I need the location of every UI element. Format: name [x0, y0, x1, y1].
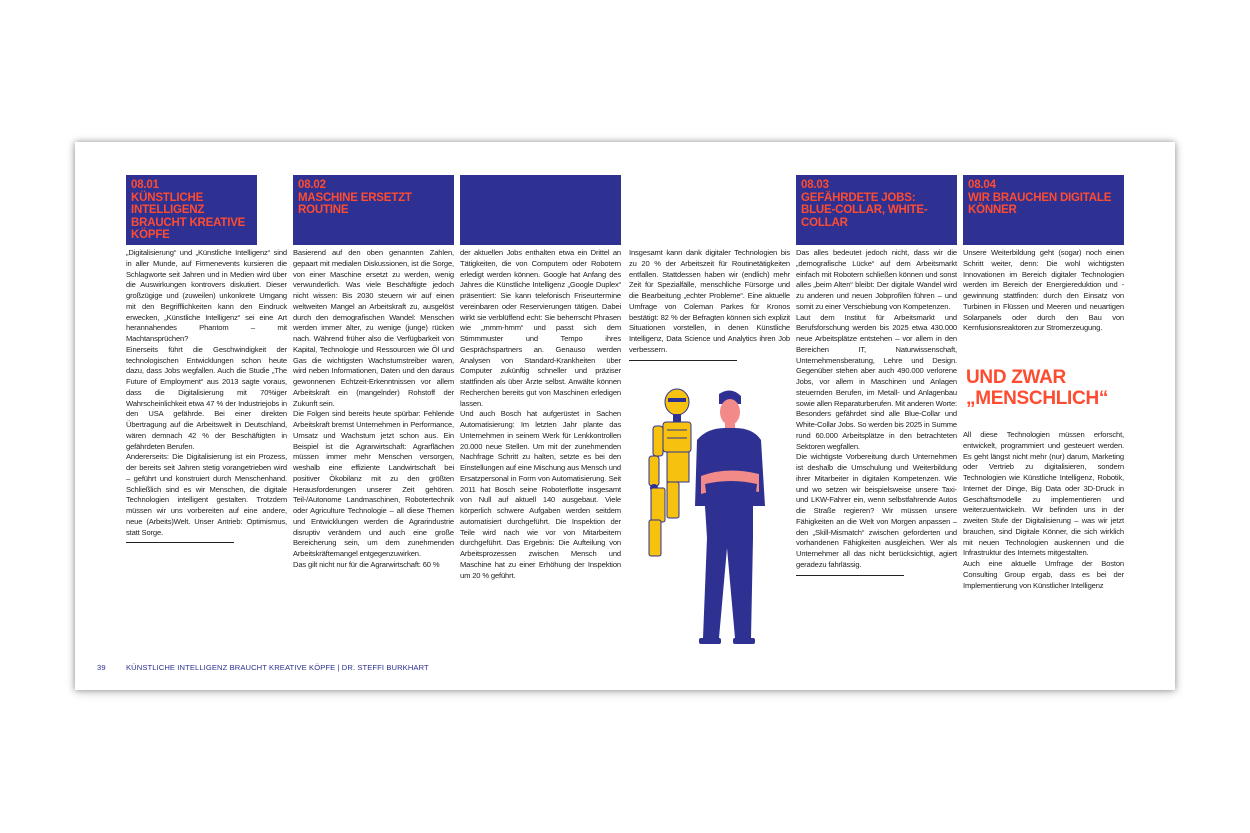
column-text: Das alles bedeutet jedoch nicht, dass wir die „demografische Lücke“ auf dem Arbeitsmarkt einfach mit Robotern schließen können und sonst alles „beim Alten“ bleibt: Der digitale Wandel wird zu anderen und neuen Jobprofilen führen – und somit zu einer Verschiebung von Kompetenzen. Laut dem Institut für Arbeitsmarkt und Berufsforschung werden bis 2025 etwa 430.000 neue Arbeitsplätze entstehen – vor allem in den Bereichen IT, Naturwissenschaft, Unternehmensberatung, Lehre und Design. Gegenüber stehen aber auch 490.000 verlorene Jobs, vor allem in Maschinen und Anlagen steuernden Berufen, im Metall- und Anlagenbau sowie allen Reparaturberufen. Mit anderen Worte: Besonders gefährdet sind alle Blue-Collar und White-Collar Jobs. So werden bis 2025 in Summe rund 60.000 Arbeitsplätze in den betrachteten Sektoren wegfallen. Die wichtigste Vorbereitung durch Unternehmen ist deshalb die Umschulung und Weiterbildung ihrer Mitarbeiter in digitalen Kompetenzen. Wie und wo setzen wir beispielsweise unsere Taxi- und LKW-Fahrer ein, wenn selbstfahrende Autos die Straße regieren? Wir müssen unsere Fähigkeiten an die Welt von Morgen anpassen – den „Skill-Mismatch“ zwischen geforderten und vorhandenen Fähigkeiten ausgleichen. Wer als Unternehmer all das nicht berücksichtigt, agiert geradezu fahrlässig. [796, 248, 957, 569]
column-text: All diese Technologien müssen erforscht, entwickelt, programmiert und gesteuert werden. Es geht längst nicht mehr (nur) darum, Marketing oder Vertrieb zu digitalisieren, sondern Technologien wie Künstliche Intelligenz, Robotik, Internet der Dinge, Big Data oder 3D-Druck in Geschäftsmodelle zu implementieren und weiterzuentwickeln. Wir befinden uns in der zweiten Stufe der Digitalisierung – was wir jetzt brauchen, sind Digitale Könner, die sich wirklich mit neuen Technologien auskennen und die Infrastruktur des Internets mitgestalten. Auch eine aktuelle Umfrage der Boston Consulting Group ergab, dass es bei der Implementierung von Künstlicher Intelligenz [963, 430, 1124, 590]
text-column-6a [963, 248, 1124, 334]
heading-number: 08.01 [131, 179, 159, 191]
text-column-1 [126, 248, 287, 543]
end-rule [629, 360, 737, 361]
text-column-3 [460, 248, 621, 581]
running-footer: KÜNSTLICHE INTELLIGENZ BRAUCHT KREATIVE KÖPFE | DR. STEFFI BURKHART [126, 663, 429, 672]
column-text: Unsere Weiterbildung geht (sogar) noch einen Schritt weiter, denn: Die wohl wichtigsten Innovationen im Bereich digitaler Technologien werden im Bereich der Energiereduktion und -gewinnung stattfinden: durch den Einsatz von Turbinen in Flüssen und Meeren und neuartigen Solarpanels oder durch den Bau von Kernfusionsreaktoren zur Stromerzeugung. [963, 248, 1124, 333]
column-text: Insgesamt kann dank digitaler Technologien bis zu 20 % der Arbeitszeit für Routinetätigkeiten entfallen. Stattdessen haben wir (endlich) mehr Zeit für Spezialfälle, menschliche Fürsorge und die Bearbeitung „echter Probleme“. Eine aktuelle Umfrage von Coleman Parkes für Kronos bestätigt: 82 % der Befragten können sich explizit Situationen vorstellen, in denen Künstliche Intelligenz, Data Science und Analytics ihren Job verbessern. [629, 248, 790, 354]
pull-heading-line-1: UND ZWAR [966, 367, 1066, 388]
heading-title: GEFÄHRDETE JOBS: BLUE-COLLAR, WHITE-COLLAR [801, 191, 928, 229]
pull-heading [966, 367, 1156, 409]
heading-08-03 [796, 175, 957, 245]
heading-08-04 [963, 175, 1124, 245]
heading-number: 08.02 [298, 179, 326, 191]
heading-number: 08.03 [801, 179, 829, 191]
heading-title: MASCHINE ERSETZT ROUTINE [298, 191, 412, 216]
column-text: der aktuellen Jobs enthalten etwa ein Drittel an Tätigkeiten, die von Computern oder Robotern erledigt werden können. Google hat Anfang des Jahres die Künstliche Intelligenz „Google Duplex“ präsentiert: Sie kann telefonisch Friseurtermine vereinbaren oder Reservierungen tätigen. Dabei wirkt sie verblüffend echt: Sie beherrscht Phrasen wie „mmm-hmm“ und passt sich dem Stimmmuster und Tempo ihres Gesprächspartners an. Genauso werden Analysen von Standard-Krankheiten über Computer zukünftig schneller und präziser stattfinden als über Ärzte selbst. Anwälte können Recherchen bereits gut von Maschinen erledigen lassen. Und auch Bosch hat aufgerüstet in Sachen Automatisierung: Im letzten Jahr plante das Unternehmen in seinem Werk für Lenkkontrollen 20.000 neue Stellen. Um mit der zunehmenden Nachfrage Schritt zu halten, setzte es bei den Einstellungen auf eine Mischung aus Mensch und Ersatzpersonal in Form von Automatisierung. Seit 2011 hat Bosch seine Roboterflotte insgesamt von Null auf aktuell 140 ausgebaut. Viele körperlich schwere Aufgaben werden seitdem automatisiert durchgeführt. Die Inspektion der Teile wird nach wie vor von Mitarbeitern durchgeführt. Das Ergebnis: Die Aufteilung von Arbeitsprozessen zwischen Mensch und Maschine hat zu einer Erhöhung der Inspektion um 20 % geführt. [460, 248, 621, 580]
heading-08-02 [293, 175, 454, 245]
end-rule [126, 542, 234, 543]
heading-blank-box [460, 175, 621, 245]
column-text: Basierend auf den oben genannten Zahlen, gepaart mit medialen Diskussionen, ist die Sorge, von einer Maschine ersetzt zu werden, wenig verwunderlich. Was viele Beschäftigte jedoch nicht wissen: Bis 2030 steuern wir auf einen weltweiten Mangel an Arbeitskraft zu, ausgelöst durch den demografischen Wandel: Menschen werden immer älter, zu wenige (junge) rücken nach. Während früher also die Verfügbarkeit von Kapital, Technologie und Ressourcen wie Öl und Gas die wichtigsten Wachstumstreiber waren, wird neben Informationen, Daten und den daraus gewonnenen Echtzeit-Erkenntnissen vor allem Arbeitskraft ein (mangelnder) Rohstoff der Zukunft sein. Die Folgen sind bereits heute spürbar: Fehlende Arbeitskraft bremst Unternehmen in Performance, Umsatz und Wachstum jetzt schon aus. Ein Beispiel ist die Agrarwirtschaft: Agrarflächen müssen immer mehr Menschen versorgen, weshalb eine effiziente Landwirtschaft bei positiver Ökobilanz mit zu den größten Herausforderungen unserer Zeit gehören. Teil-/Autonome Landmaschinen, Robotertechnik oder Agriculture Technologie – all diese Themen und Entwicklungen werden die Agrarindustrie disruptiv verändern und auch eine große Bereicherung sein, um dem zunehmenden Arbeitskräftemangel entgegenzuwirken. Das gilt nicht nur für die Agrarwirtschaft: 60 % [293, 248, 454, 569]
pull-heading-line-2: „MENSCHLICH“ [966, 388, 1109, 409]
text-column-5 [796, 248, 957, 576]
heading-title: WIR BRAUCHEN DIGITALE KÖNNER [968, 191, 1112, 216]
heading-number: 08.04 [968, 179, 996, 191]
robot-and-man-illustration [627, 388, 767, 653]
man-figure [695, 390, 765, 644]
heading-08-01 [126, 175, 257, 245]
column-text: „Digitalisierung“ und „Künstliche Intelligenz“ sind in aller Munde, auf Firmenevents kursieren die Schlagworte seit Jahren und in Medien wird über die Auswirkungen kontrovers diskutiert. Dieser großzügige und (zuweilen) unkonkrete Umgang mit den Begrifflichkeiten kann den Eindruck erwecken, „Künstliche Intelligenz“ sei eine Art herannahendes Phantom – mit Machtansprüchen? Einerseits führt die Geschwindigkeit der technologischen Entwicklungen schon heute dazu, dass Jobs wegfallen. Auch die Studie „The Future of Employment“ aus 2013 sagte voraus, dass die Digitalisierung mit 70%iger Wahrscheinlichkeit etwa 47 % der Industriejobs in den USA gefährde. Bei einer direkten Übertragung auf die Arbeitswelt in Deutschland, wären demnach 42 % der Beschäftigten in gefährdeten Berufen. Andererseits: Die Digitalisierung ist ein Prozess, der bereits seit Jahren stetig vorangetrieben wird – geführt und konstruiert durch Menschenhand. Schließlich sind es wir Menschen, die digitale Technologien intelligent gestalten. Trotzdem müssen wir uns vorbereiten auf eine andere, neue (Arbeits)Welt. Unser Antrieb: Optimismus, statt Sorge. [126, 248, 287, 537]
text-column-2 [293, 248, 454, 571]
text-column-6b [963, 430, 1124, 591]
heading-title: KÜNSTLICHE INTELLIGENZ BRAUCHT KREATIVE KÖPFE [131, 191, 246, 241]
magazine-spread [75, 142, 1175, 690]
robot-figure [649, 389, 691, 556]
end-rule [796, 575, 904, 576]
text-column-4 [629, 248, 790, 361]
page-number: 39 [97, 663, 106, 672]
